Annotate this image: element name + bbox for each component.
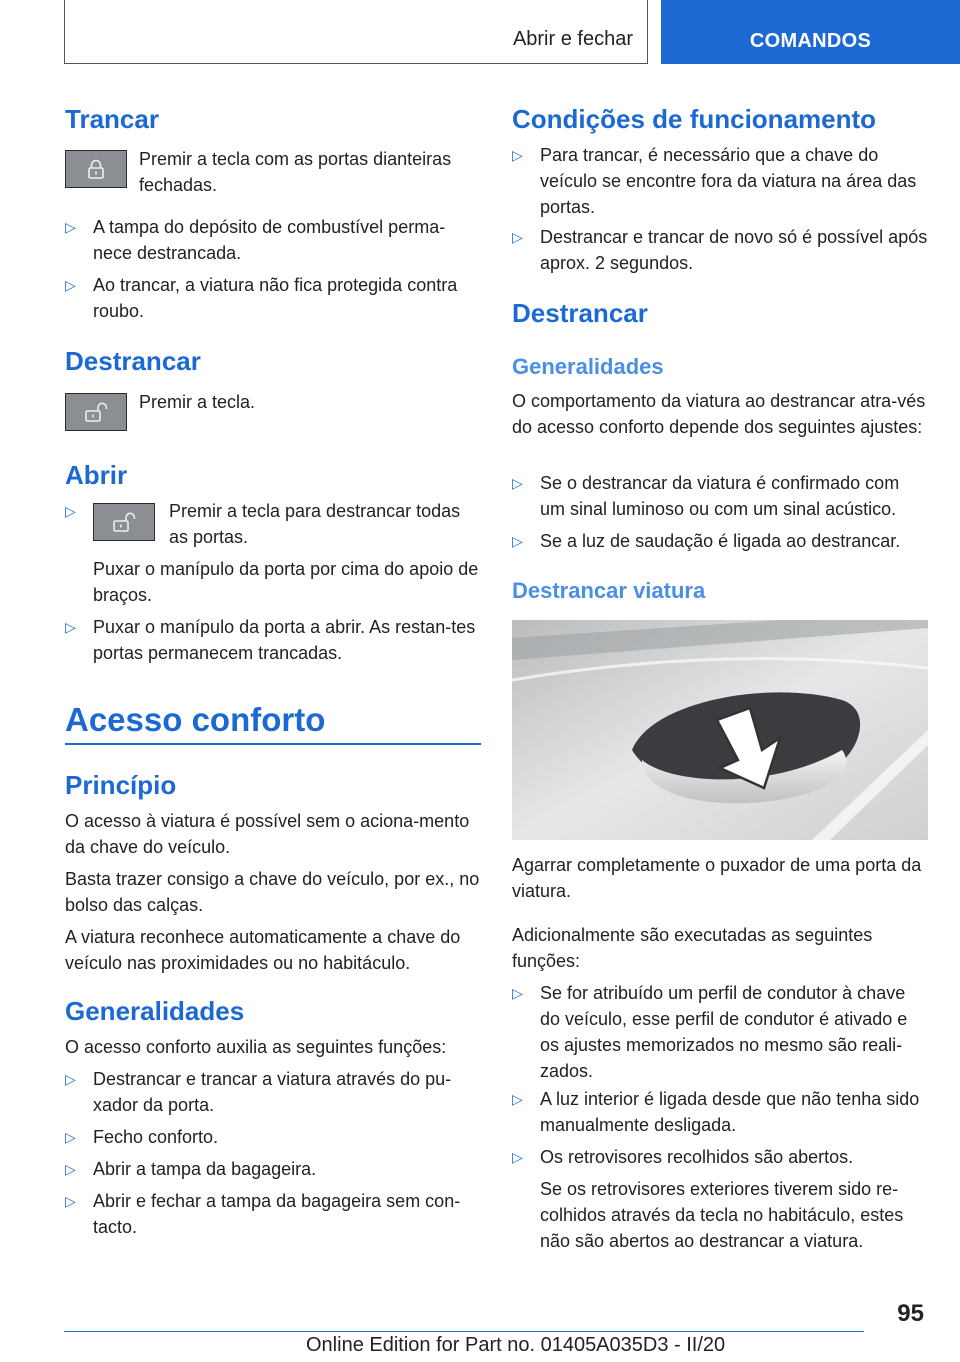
lock-open-icon <box>111 511 137 533</box>
list-item <box>65 1066 481 1118</box>
list-item-text: A tampa do depósito de combustível perma-nece destrancada. <box>93 217 446 263</box>
list-item-text: Abrir e fechar a tampa da bagageira sem con-tacto. <box>93 1191 461 1237</box>
list-item <box>512 980 928 1084</box>
list-item-text: Abrir a tampa da bagageira. <box>93 1159 317 1179</box>
door-handle-illustration <box>512 620 928 840</box>
generalidades-text: O acesso conforto auxilia as seguintes funções: <box>65 1037 447 1057</box>
list-item <box>65 272 481 324</box>
footer-edition: Online Edition for Part no. 01405A035D3 - II/20 <box>306 1334 726 1356</box>
footer-divider <box>64 1331 864 1332</box>
heading-condicoes: Condições de funcionamento <box>512 104 877 134</box>
triangle-right-icon: ▷ <box>512 1091 523 1107</box>
heading-acesso-conforto: Acesso conforto <box>65 701 326 738</box>
unlock-key-button <box>65 393 127 431</box>
photo-caption: Agarrar completamente o puxador de uma porta da viatura. <box>512 855 922 901</box>
destrancar-generalidades-text: O comportamento da viatura ao destrancar atra-vés do acesso conforto depende dos seguintes ajustes: <box>512 391 926 437</box>
list-item <box>512 470 928 522</box>
list-item-text: Para trancar, é necessário que a chave do veículo se encontre fora da viatura na área das portas. <box>540 145 917 217</box>
list-item-text: A luz interior é ligada desde que não tenha sido manualmente desligada. <box>540 1089 920 1135</box>
triangle-right-icon: ▷ <box>65 619 76 635</box>
header-chapter-tab <box>661 0 960 64</box>
heading-destrancar-right: Destrancar <box>512 298 648 328</box>
triangle-right-icon: ▷ <box>65 503 76 519</box>
subheading-generalidades: Generalidades <box>512 354 664 379</box>
destrancar-text: Premir a tecla. <box>139 392 256 412</box>
list-item <box>512 224 928 276</box>
lock-open-icon <box>83 401 109 423</box>
lock-key-button <box>65 150 127 188</box>
list-item-text: Destrancar e trancar a viatura através do pu-xador da porta. <box>93 1069 452 1115</box>
section-divider <box>65 743 481 745</box>
lock-closed-icon <box>85 158 107 180</box>
triangle-right-icon: ▷ <box>65 1129 76 1145</box>
list-item-text: Se o destrancar da viatura é confirmado com um sinal luminoso ou com um sinal acústico. <box>540 473 900 519</box>
list-item-text: Ao trancar, a viatura não fica protegida contra roubo. <box>93 275 458 321</box>
triangle-right-icon: ▷ <box>65 1161 76 1177</box>
list-item-text: Premir a tecla para destrancar todas as portas. <box>169 501 461 547</box>
list-item-text: Destrancar e trancar de novo só é possível após aprox. 2 segundos. <box>540 227 928 273</box>
additional-text: Adicionalmente são executadas as seguintes funções: <box>512 925 873 971</box>
heading-principio: Princípio <box>65 770 177 800</box>
list-item <box>512 528 928 554</box>
list-item <box>65 614 481 666</box>
list-item <box>65 214 481 266</box>
header-chapter-label: COMANDOS <box>749 30 872 52</box>
list-item <box>512 1144 928 1254</box>
list-item-text: Fecho conforto. <box>93 1127 219 1147</box>
triangle-right-icon: ▷ <box>512 229 523 245</box>
list-item <box>65 1188 481 1240</box>
list-item-extra: Se os retrovisores exteriores tiverem sido re-colhidos através da tecla no habitáculo, estes não são abertos ao destrancar a viatura. <box>540 1179 904 1251</box>
list-item <box>65 498 481 608</box>
list-item-text: Se a luz de saudação é ligada ao destrancar. <box>540 531 901 551</box>
triangle-right-icon: ▷ <box>65 277 76 293</box>
triangle-right-icon: ▷ <box>512 1149 523 1165</box>
unlock-key-button <box>93 503 155 541</box>
triangle-right-icon: ▷ <box>65 1193 76 1209</box>
principio-p1: O acesso à viatura é possível sem o aciona-mento da chave do veículo. <box>65 811 470 857</box>
list-item <box>512 1086 928 1138</box>
heading-destrancar: Destrancar <box>65 346 201 376</box>
principio-p2: Basta trazer consigo a chave do veículo, por ex., no bolso das calças. <box>65 869 480 915</box>
trancar-text: Premir a tecla com as portas dianteiras fechadas. <box>139 149 452 195</box>
triangle-right-icon: ▷ <box>65 1071 76 1087</box>
heading-trancar: Trancar <box>65 104 159 134</box>
door-handle-photo <box>512 620 928 840</box>
heading-abrir: Abrir <box>65 460 128 490</box>
triangle-right-icon: ▷ <box>512 475 523 491</box>
heading-generalidades: Generalidades <box>65 996 245 1026</box>
subheading-destrancar-viatura: Destrancar viatura <box>512 578 706 603</box>
list-item-extra: Puxar o manípulo da porta por cima do apoio de braços. <box>93 559 479 605</box>
list-item <box>65 1156 481 1182</box>
triangle-right-icon: ▷ <box>512 147 523 163</box>
triangle-right-icon: ▷ <box>65 219 76 235</box>
page-number: 95 <box>897 1300 924 1327</box>
triangle-right-icon: ▷ <box>512 985 523 1001</box>
header-section-title: Abrir e fechar <box>512 28 633 50</box>
principio-p3: A viatura reconhece automaticamente a chave do veículo nas proximidades ou no habitáculo. <box>65 927 461 973</box>
list-item <box>512 142 928 220</box>
header-left-box <box>64 0 648 64</box>
list-item <box>65 1124 481 1150</box>
list-item-text: Se for atribuído um perfil de condutor à chave do veículo, esse perfil de condutor é ativado e os ajustes memorizados no mesmo são reali-zados. <box>540 983 908 1081</box>
list-item-text: Puxar o manípulo da porta a abrir. As restan-tes portas permanecem trancadas. <box>93 617 476 663</box>
list-item-text: Os retrovisores recolhidos são abertos. <box>540 1147 854 1167</box>
triangle-right-icon: ▷ <box>512 533 523 549</box>
